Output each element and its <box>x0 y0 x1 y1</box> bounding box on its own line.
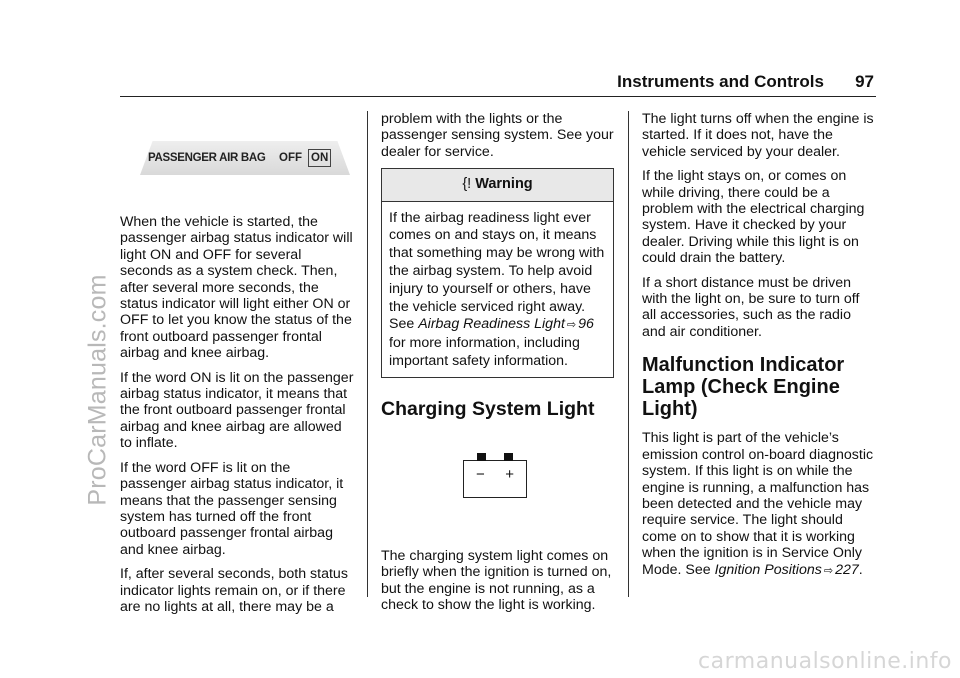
indicator-label: PASSENGER AIR BAG <box>148 152 266 164</box>
warning-text-main: If the airbag readiness light ever comes on and stays on, it means that something may be wrong with the airbag system. To help avoid injury to yourself or others, have the vehicle serviced right away. See <box>389 209 605 333</box>
warning-text-after: for more information, including important safety information. <box>389 335 580 369</box>
side-watermark <box>78 130 118 650</box>
paragraph: If the word OFF is lit on the passenger airbag status indicator, it means that the passenger sensing system has turned off the front outboard passenger frontal airbag and knee airbag. <box>120 459 344 558</box>
warning-box <box>381 168 614 378</box>
bottom-watermark: carmanualsonline.info <box>698 649 952 674</box>
paragraph-text: This light is part of the vehicle’s emission control on-board diagnostic system. If this light is on while the engine is running, a malfunction has been detected and the vehicle may require service. The light should come on to show that it is working when the ignition is in Service Only Mode. See <box>642 430 874 578</box>
column-divider <box>367 111 368 597</box>
warning-icon: {! <box>462 176 472 193</box>
section-title: Instruments and Controls <box>617 72 824 91</box>
warning-body <box>382 202 613 377</box>
battery-terminal-icon <box>477 453 486 461</box>
page-header <box>120 72 876 97</box>
battery-icon <box>463 460 527 498</box>
plus-symbol: + <box>505 465 514 483</box>
column-1 <box>120 214 354 623</box>
cross-reference-page[interactable]: 227 <box>835 561 859 578</box>
paragraph: problem with the lights or the passenger sensing system. See your dealer for service. <box>381 111 614 160</box>
paragraph: If the light stays on, or comes on while driving, there could be a problem with the electrical charging system. Have it checked by your dealer. Driving while this light is on could drain the battery. <box>642 168 865 267</box>
paragraph: When the vehicle is started, the passenger airbag status indicator will light ON and OFF for several seconds as a system check. Then, after several more seconds, the status indicator will light either ON or OFF to let you know the status of the front outboard passenger frontal airbag and knee airbag. <box>120 214 353 362</box>
warning-header <box>382 169 613 201</box>
cross-reference-link[interactable]: Airbag Readiness Light <box>418 316 565 333</box>
passenger-airbag-status-indicator <box>140 141 350 175</box>
page-number: 97 <box>855 72 874 91</box>
side-watermark-text: ProCarManuals.com <box>83 274 112 506</box>
paragraph <box>642 430 877 579</box>
warning-text <box>389 210 606 371</box>
indicator-on-label: ON <box>308 149 331 167</box>
paragraph: If the word ON is lit on the passenger airbag status indicator, it means that the front outboard passenger frontal airbag and knee airbag are allowed to inflate. <box>120 369 354 452</box>
section-heading: Malfunction Indicator Lamp (Check Engine Light) <box>642 354 845 421</box>
paragraph: The light turns off when the engine is started. If it does not, have the vehicle serviced by your dealer. <box>642 111 874 160</box>
column-divider <box>628 111 629 597</box>
minus-symbol: − <box>476 465 485 483</box>
cross-reference-page[interactable]: 96 <box>578 316 594 333</box>
indicator-off-label: OFF <box>279 152 302 164</box>
paragraph: If, after several seconds, both status indicator lights remain on, or if there are no lights at all, there may be a <box>120 566 348 615</box>
battery-terminal-icon <box>504 453 513 461</box>
paragraph-end: . <box>858 561 863 578</box>
cross-reference-link[interactable]: Ignition Positions <box>714 561 822 578</box>
paragraph: If a short distance must be driven with the light on, be sure to turn off all accessories, such as the radio and air conditioner. <box>642 274 860 340</box>
paragraph: The charging system light comes on briefly when the ignition is turned on, but the engine is not running, as a check to show the light is working. <box>381 547 612 614</box>
battery-figure <box>381 450 614 528</box>
page-ref-arrow-icon: ⇨ <box>566 319 577 332</box>
column-2 <box>381 111 614 621</box>
page-ref-arrow-icon: ⇨ <box>823 564 834 577</box>
warning-title: Warning <box>475 176 533 193</box>
column-3 <box>642 111 877 587</box>
section-heading: Charging System Light <box>381 397 595 420</box>
